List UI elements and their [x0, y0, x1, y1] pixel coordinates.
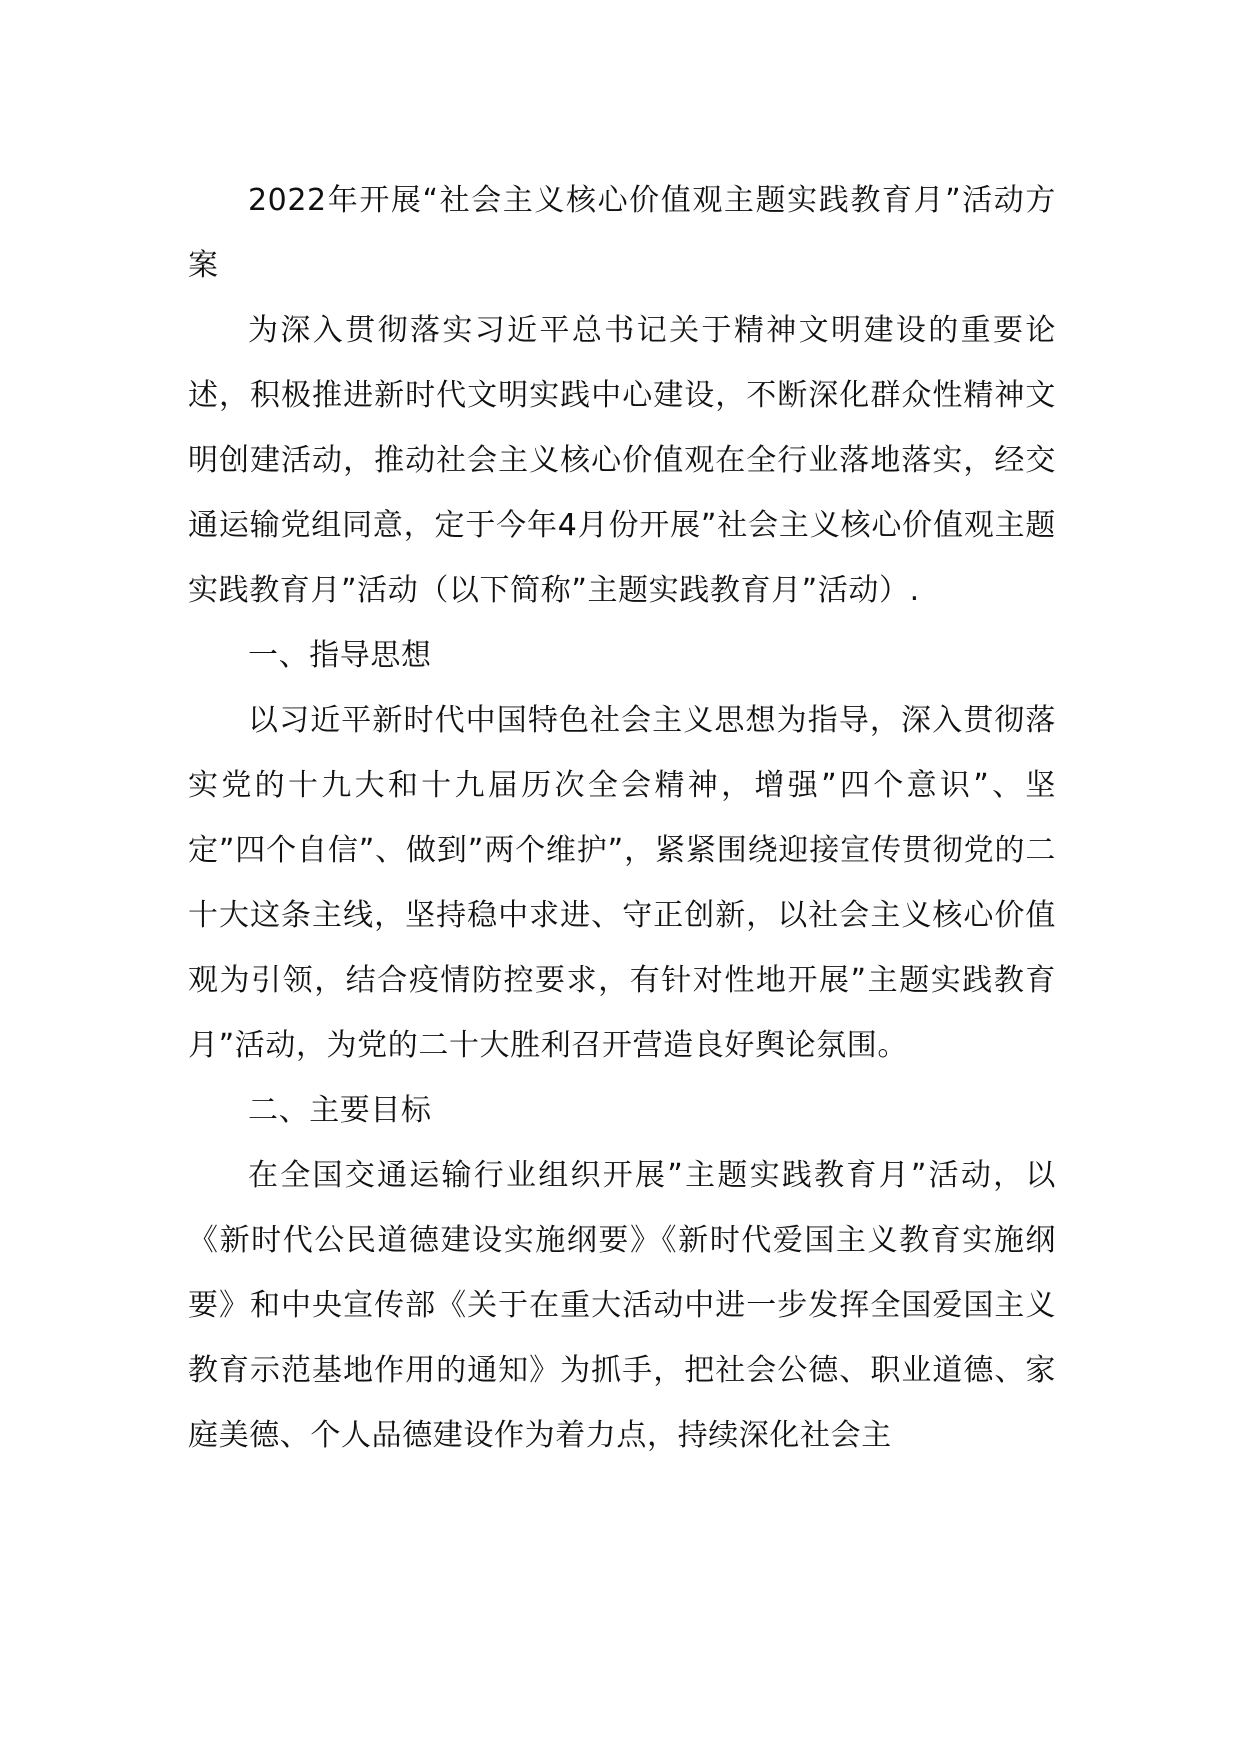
guiding-ideology-paragraph: 以习近平新时代中国特色社会主义思想为指导，深入贯彻落实党的十九大和十九届历次全会精神，增强”四个意识”、坚定”四个自信”、做到”两个维护”，紧紧围绕迎接宣传贯彻党的二十大这条主线，坚持稳中求进、守正创新，以社会主义核心价值观为引领，结合疫情防控要求，有针对性地开展”主题实践教育月”活动，为党的二十大胜利召开营造良好舆论氛围。 [188, 703, 1056, 1063]
intro-paragraph: 为深入贯彻落实习近平总书记关于精神文明建设的重要论述，积极推进新时代文明实践中心建设，不断深化群众性精神文明创建活动，推动社会主义核心价值观在全行业落地落实，经交通运输党组同意，定于今年4月份开展”社会主义核心价值观主题实践教育月”活动（以下简称”主题实践教育月”活动）. [188, 313, 1056, 608]
document-title: 2022年开展“社会主义核心价值观主题实践教育月”活动方案 [188, 183, 1056, 283]
document-body [188, 168, 1056, 1468]
section-heading-guiding-ideology: 一、指导思想 [248, 638, 432, 673]
section-heading-main-goals: 二、主要目标 [248, 1093, 432, 1128]
main-goals-paragraph: 在全国交通运输行业组织开展”主题实践教育月”活动，以《新时代公民道德建设实施纲要》《新时代爱国主义教育实施纲要》和中央宣传部《关于在重大活动中进一步发挥全国爱国主义教育示范基地作用的通知》为抓手，把社会公德、职业道德、家庭美德、个人品德建设作为着力点，持续深化社会主 [188, 1158, 1056, 1453]
